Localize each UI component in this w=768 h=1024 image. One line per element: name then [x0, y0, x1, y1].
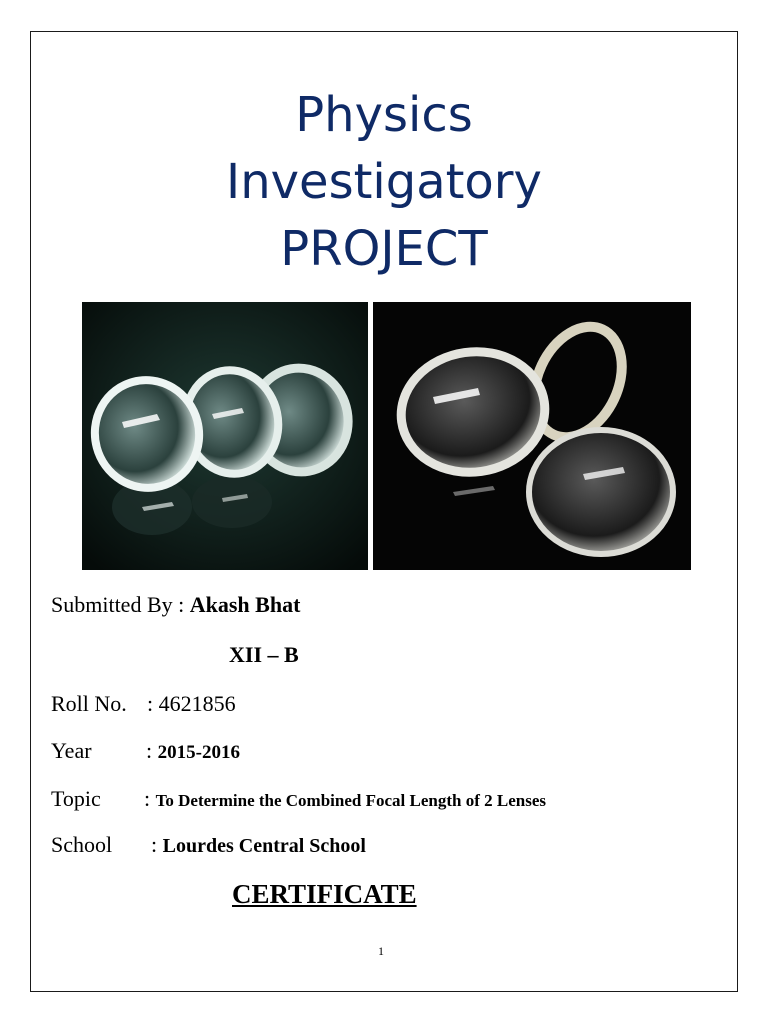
topic-separator: :	[144, 786, 151, 811]
title-line-2: Investigatory	[226, 154, 542, 210]
lenses-row-photo	[82, 302, 368, 570]
topic-value: To Determine the Combined Focal Length of 2 Lenses	[155, 791, 546, 810]
roll-label: Roll No.	[51, 691, 127, 716]
document-title	[0, 82, 768, 283]
class-value: XII – B	[229, 642, 299, 667]
certificate-heading: CERTIFICATE	[232, 879, 417, 909]
class-row	[229, 641, 299, 669]
school-row	[51, 831, 366, 860]
school-label: School	[51, 832, 113, 857]
submitted-by-label: Submitted By :	[51, 592, 185, 617]
year-row	[51, 737, 240, 767]
submitted-by-row	[51, 591, 300, 619]
roll-value: 4621856	[158, 691, 236, 716]
title-line-1: Physics	[295, 87, 473, 143]
school-separator: :	[151, 832, 158, 857]
year-label: Year	[51, 738, 92, 763]
year-value: 2015-2016	[157, 742, 240, 763]
year-separator: :	[146, 738, 153, 763]
title-line-3: PROJECT	[280, 221, 488, 277]
submitted-by-value: Akash Bhat	[189, 592, 301, 617]
roll-row	[51, 690, 236, 718]
topic-row	[51, 785, 546, 815]
roll-separator: :	[147, 691, 154, 716]
school-value: Lourdes Central School	[162, 835, 366, 857]
lenses-stack-photo	[373, 302, 691, 570]
page-number: 1	[378, 944, 384, 958]
topic-label: Topic	[51, 786, 101, 811]
